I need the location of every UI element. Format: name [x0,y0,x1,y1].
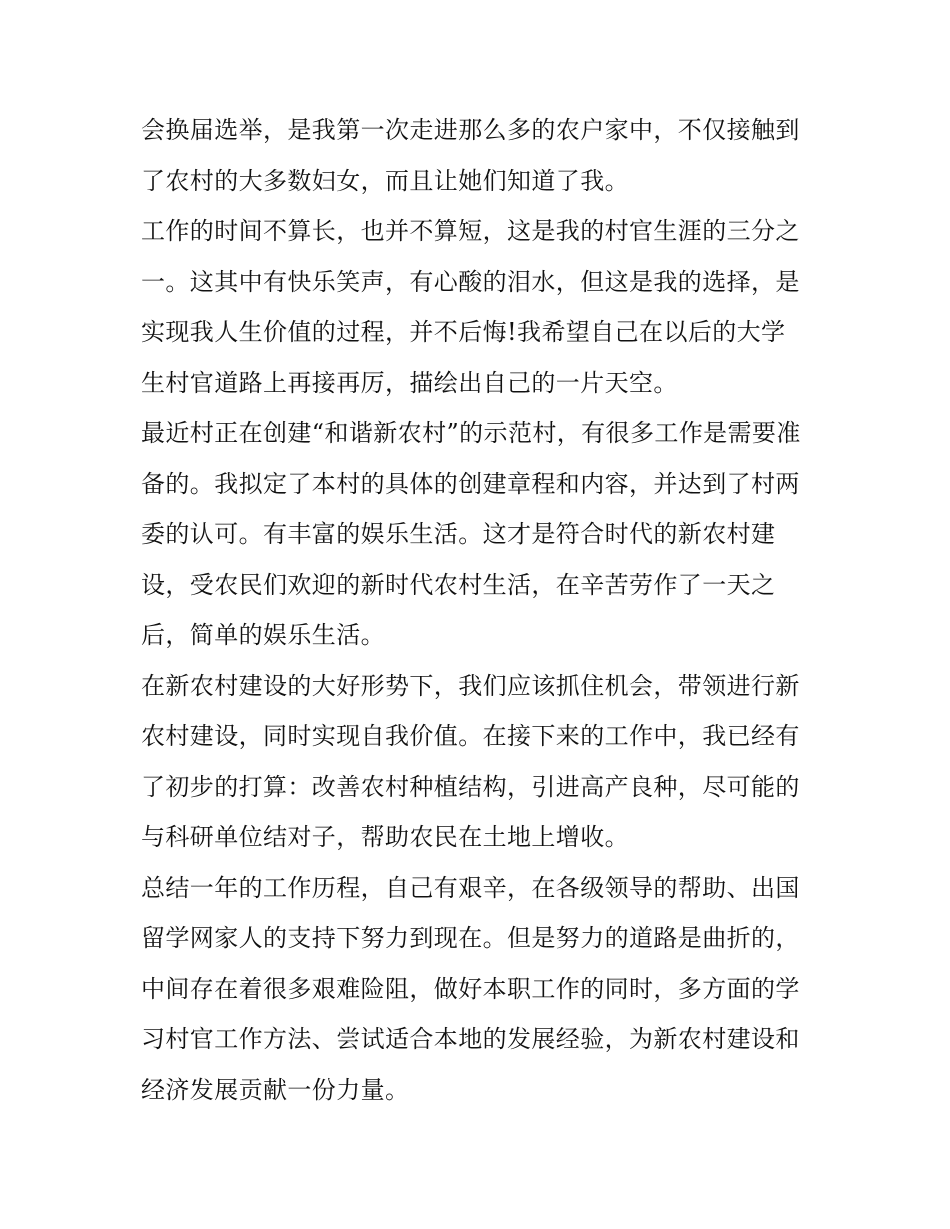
paragraph-5 [141,863,821,1116]
text-line: 了农村的大多数妇女，而且让她们知道了我。 [141,166,629,195]
text-line: 中间存在着很多艰难险阻，做好本职工作的同时，多方面的学 [141,974,800,1003]
text-line: 设，受农民们欢迎的新时代农村生活，在辛苦劳作了一天之 [141,570,776,599]
text-line: 后，简单的娱乐生活。 [141,621,385,649]
text-line: 经济发展贡献一份力量。 [141,1075,410,1104]
text-line: 农村建设，同时实现自我价值。在接下来的工作中，我已经有 [141,722,800,750]
text-line: 会换届选举，是我第一次走进那么多的农户家中，不仅接触到 [141,116,800,144]
text-line: 了初步的打算：改善农村种植结构，引进高产良种，尽可能的 [141,772,800,801]
text-line: 留学网家人的支持下努力到现在。但是努力的道路是曲折的， [141,924,800,952]
text-line: 实现我人生价值的过程，并不后悔!我希望自己在以后的大学 [141,318,786,346]
text-line: 最近村正在创建“和谐新农村”的示范村，有很多工作是需要准 [141,419,801,447]
paragraph-1 [141,105,821,206]
text-line: 工作的时间不算长，也并不算短，这是我的村官生涯的三分之 [141,217,800,245]
text-line: 习村官工作方法、尝试适合本地的发展经验，为新农村建设和 [141,1025,800,1053]
text-line: 与科研单位结对子，帮助农民在土地上增收。 [141,823,629,851]
document-body [141,105,821,1115]
text-line: 生村官道路上再接再厉，描绘出自己的一片天空。 [141,368,678,397]
text-line: 在新农村建设的大好形势下，我们应该抓住机会，带领进行新 [141,671,800,700]
paragraph-2 [141,206,821,408]
paragraph-3 [141,408,821,661]
text-line: 一。这其中有快乐笑声，有心酸的泪水，但这是我的选择，是 [141,267,800,296]
text-line: 总结一年的工作历程，自己有艰辛，在各级领导的帮助、出国 [141,873,800,902]
paragraph-4 [141,661,821,863]
text-line: 委的认可。有丰富的娱乐生活。这才是符合时代的新农村建 [141,520,776,548]
text-line: 备的。我拟定了本村的具体的创建章程和内容，并达到了村两 [141,469,800,498]
